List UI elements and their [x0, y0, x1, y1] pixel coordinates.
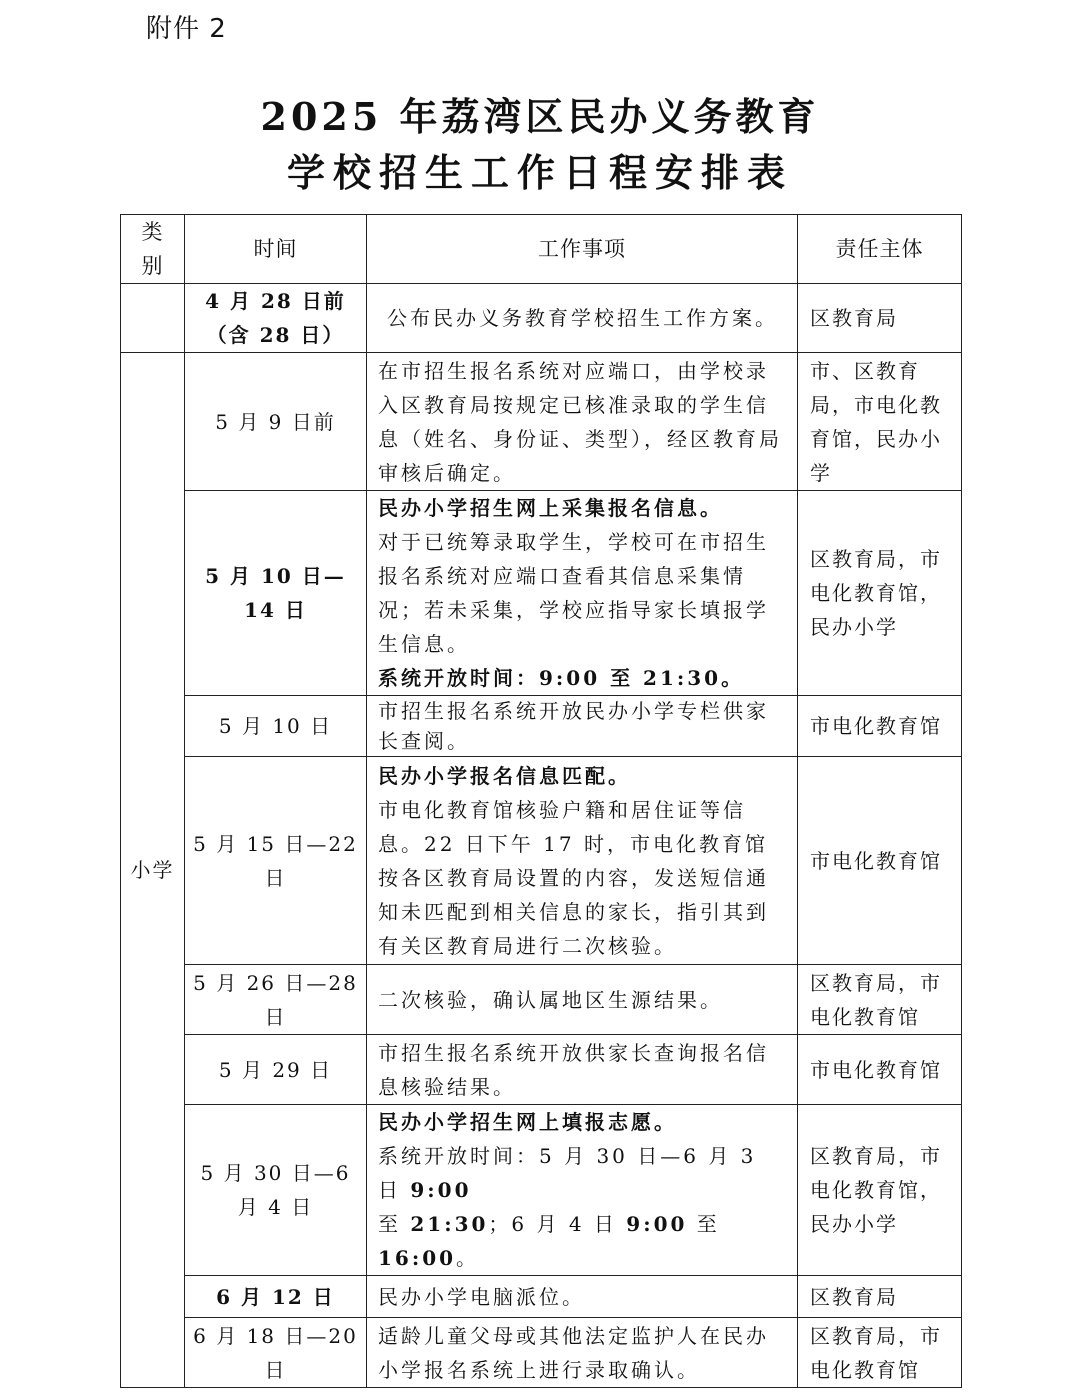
item-cell: 在市招生报名系统对应端口，由学校录入区教育局按规定已核准录取的学生信息（姓名、身份证、类型），经区教育局审核后确定。 — [367, 353, 798, 491]
table-row — [121, 1318, 962, 1388]
time-cell: 6 月 18 日—20 日 — [185, 1318, 367, 1388]
time-cell: 5 月 29 日 — [185, 1035, 367, 1105]
responsible-cell: 市电化教育馆 — [798, 757, 962, 965]
item-cell — [367, 491, 798, 696]
document-title-line2: 学校招生工作日程安排表 — [286, 150, 793, 195]
item-cell: 市招生报名系统开放民办小学专栏供家长查阅。 — [367, 696, 798, 757]
item-text: 系统开放时间：5 月 30 日—6 月 3 日 — [378, 1144, 757, 1202]
item-cell: 市招生报名系统开放供家长查询报名信息核验结果。 — [367, 1035, 798, 1105]
table-row — [121, 1035, 962, 1105]
item-heading: 民办小学招生网上采集报名信息。 — [378, 496, 723, 520]
item-text: 至 — [378, 1212, 411, 1236]
item-cell: 公布民办义务教育学校招生工作方案。 — [367, 284, 798, 353]
responsible-cell: 市电化教育馆 — [798, 1035, 962, 1105]
responsible-cell: 区教育局，市电化教育馆 — [798, 965, 962, 1035]
responsible-cell: 区教育局，市电化教育馆 — [798, 1318, 962, 1388]
item-time: 21:30 — [410, 1212, 489, 1236]
document-title-line1: 2025 年荔湾区民办义务教育 — [260, 94, 820, 139]
table-row — [121, 1276, 962, 1318]
responsible-cell: 区教育局，市电化教育馆，民办小学 — [798, 491, 962, 696]
time-line: 4 月 28 日前 — [205, 289, 346, 313]
responsible-cell: 区教育局 — [798, 1276, 962, 1318]
time-cell: 5 月 10 日—14 日 — [185, 491, 367, 696]
attachment-label: 附件 2 — [146, 14, 227, 44]
responsible-cell: 市电化教育馆 — [798, 696, 962, 757]
item-cell — [367, 757, 798, 965]
time-cell: 6 月 12 日 — [185, 1276, 367, 1318]
column-header-responsible: 责任主体 — [798, 215, 962, 284]
column-header-time: 时间 — [185, 215, 367, 284]
item-heading: 民办小学招生网上填报志愿。 — [378, 1110, 677, 1134]
item-hours: 系统开放时间：9:00 至 21:30。 — [378, 666, 745, 690]
item-text: 对于已统筹录取学生，学校可在市招生报名系统对应端口查看其信息采集情况；若未采集，学校应指导家长填报学生信息。 — [378, 530, 769, 656]
schedule-table — [120, 214, 962, 1388]
item-time: 16:00 — [378, 1246, 457, 1270]
table-row — [121, 696, 962, 757]
item-cell: 二次核验，确认属地区生源结果。 — [367, 965, 798, 1035]
item-text: ；6 月 4 日 — [488, 1212, 627, 1236]
column-header-item: 工作事项 — [367, 215, 798, 284]
time-cell: 5 月 9 日前 — [185, 353, 367, 491]
item-cell: 民办小学电脑派位。 — [367, 1276, 798, 1318]
time-cell: 5 月 15 日—22 日 — [185, 757, 367, 965]
column-header-category: 类别 — [121, 215, 185, 284]
item-cell — [367, 1105, 798, 1276]
time-line: （含 28 日） — [206, 323, 345, 347]
item-text: 至 — [687, 1212, 720, 1236]
time-cell: 5 月 30 日—6 月 4 日 — [185, 1105, 367, 1276]
table-row — [121, 965, 962, 1035]
table-row — [121, 491, 962, 696]
item-text: 。 — [456, 1246, 480, 1270]
time-cell: 5 月 26 日—28 日 — [185, 965, 367, 1035]
responsible-cell: 市、区教育局，市电化教育馆，民办小学 — [798, 353, 962, 491]
item-time: 9:00 — [626, 1212, 688, 1236]
table-row — [121, 1105, 962, 1276]
category-cell-primary: 小学 — [121, 353, 185, 1388]
table-row — [121, 757, 962, 965]
time-cell: 5 月 10 日 — [185, 696, 367, 757]
item-text: 市电化教育馆核验户籍和居住证等信息。22 日下午 17 时，市电化教育馆按各区教育局设置的内容，发送短信通知未匹配到相关信息的家长，指引其到有关区教育局进行二次核验。 — [378, 797, 769, 958]
table-row — [121, 353, 962, 491]
item-cell: 适龄儿童父母或其他法定监护人在民办小学报名系统上进行录取确认。 — [367, 1318, 798, 1388]
time-cell — [185, 284, 367, 353]
responsible-cell: 区教育局 — [798, 284, 962, 353]
responsible-cell: 区教育局，市电化教育馆，民办小学 — [798, 1105, 962, 1276]
item-time: 9:00 — [410, 1178, 472, 1202]
item-heading: 民办小学报名信息匹配。 — [378, 763, 631, 788]
table-row — [121, 284, 962, 353]
table-header-row — [121, 215, 962, 284]
category-cell-empty — [121, 284, 185, 353]
